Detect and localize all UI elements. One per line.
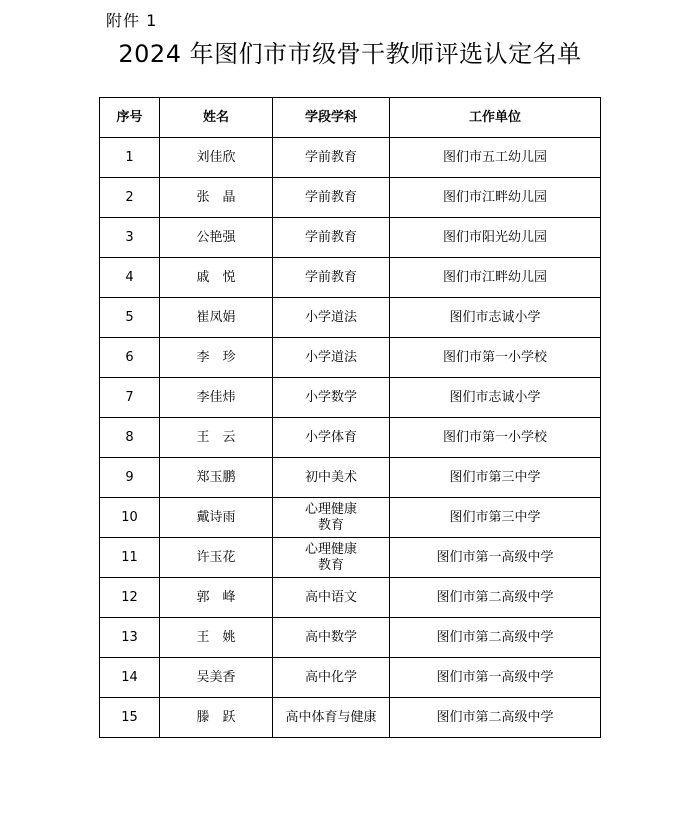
table-row xyxy=(100,578,601,618)
cell-name: 许玉花 xyxy=(160,538,273,578)
table-row xyxy=(100,378,601,418)
cell-number: 11 xyxy=(100,538,160,578)
cell-number: 15 xyxy=(100,698,160,738)
cell-subject: 高中体育与健康 xyxy=(273,698,390,738)
cell-subject: 小学道法 xyxy=(273,338,390,378)
cell-work-unit: 图们市志诚小学 xyxy=(390,298,601,338)
cell-name: 李佳炜 xyxy=(160,378,273,418)
cell-number: 8 xyxy=(100,418,160,458)
cell-subject: 小学数学 xyxy=(273,378,390,418)
cell-subject: 高中化学 xyxy=(273,658,390,698)
cell-number: 13 xyxy=(100,618,160,658)
cell-name: 张 晶 xyxy=(160,178,273,218)
cell-name: 公艳强 xyxy=(160,218,273,258)
cell-work-unit: 图们市第二高级中学 xyxy=(390,618,601,658)
annex-label: 附件 1 xyxy=(106,11,158,30)
table-row xyxy=(100,458,601,498)
cell-subject: 初中美术 xyxy=(273,458,390,498)
cell-subject: 高中语文 xyxy=(273,578,390,618)
cell-name: 吴美香 xyxy=(160,658,273,698)
cell-subject: 高中数学 xyxy=(273,618,390,658)
header-subject: 学段学科 xyxy=(273,98,390,138)
header-number: 序号 xyxy=(100,98,160,138)
table-row xyxy=(100,618,601,658)
table-row xyxy=(100,258,601,298)
cell-number: 4 xyxy=(100,258,160,298)
cell-number: 2 xyxy=(100,178,160,218)
cell-number: 14 xyxy=(100,658,160,698)
cell-number: 1 xyxy=(100,138,160,178)
cell-number: 6 xyxy=(100,338,160,378)
cell-subject: 心理健康 教育 xyxy=(273,538,390,578)
cell-name: 郭 峰 xyxy=(160,578,273,618)
cell-work-unit: 图们市五工幼儿园 xyxy=(390,138,601,178)
cell-work-unit: 图们市阳光幼儿园 xyxy=(390,218,601,258)
table-row xyxy=(100,178,601,218)
table-row xyxy=(100,298,601,338)
cell-number: 9 xyxy=(100,458,160,498)
header-work-unit: 工作单位 xyxy=(390,98,601,138)
table-row xyxy=(100,138,601,178)
cell-work-unit: 图们市第二高级中学 xyxy=(390,698,601,738)
cell-name: 戴诗雨 xyxy=(160,498,273,538)
cell-work-unit: 图们市志诚小学 xyxy=(390,378,601,418)
cell-subject: 心理健康 教育 xyxy=(273,498,390,538)
cell-name: 郑玉鹏 xyxy=(160,458,273,498)
cell-work-unit: 图们市第一小学校 xyxy=(390,338,601,378)
header-name: 姓名 xyxy=(160,98,273,138)
cell-number: 7 xyxy=(100,378,160,418)
cell-number: 3 xyxy=(100,218,160,258)
cell-work-unit: 图们市江畔幼儿园 xyxy=(390,258,601,298)
cell-name: 王 云 xyxy=(160,418,273,458)
cell-number: 10 xyxy=(100,498,160,538)
cell-work-unit: 图们市第三中学 xyxy=(390,458,601,498)
cell-work-unit: 图们市第一高级中学 xyxy=(390,658,601,698)
cell-name: 王 姚 xyxy=(160,618,273,658)
cell-number: 5 xyxy=(100,298,160,338)
cell-work-unit: 图们市第三中学 xyxy=(390,498,601,538)
cell-subject: 小学体育 xyxy=(273,418,390,458)
document-title: 2024 年图们市市级骨干教师评选认定名单 xyxy=(118,40,582,68)
cell-subject: 学前教育 xyxy=(273,138,390,178)
cell-work-unit: 图们市第一小学校 xyxy=(390,418,601,458)
table-row xyxy=(100,418,601,458)
cell-subject: 小学道法 xyxy=(273,298,390,338)
teacher-roster-table xyxy=(99,97,601,738)
cell-work-unit: 图们市江畔幼儿园 xyxy=(390,178,601,218)
table-row xyxy=(100,698,601,738)
cell-number: 12 xyxy=(100,578,160,618)
table-header-row xyxy=(100,98,601,138)
cell-work-unit: 图们市第二高级中学 xyxy=(390,578,601,618)
table-row xyxy=(100,538,601,578)
cell-work-unit: 图们市第一高级中学 xyxy=(390,538,601,578)
cell-subject: 学前教育 xyxy=(273,218,390,258)
cell-name: 滕 跃 xyxy=(160,698,273,738)
cell-name: 李 珍 xyxy=(160,338,273,378)
cell-name: 戚 悦 xyxy=(160,258,273,298)
table-row xyxy=(100,338,601,378)
table-row xyxy=(100,658,601,698)
cell-subject: 学前教育 xyxy=(273,258,390,298)
cell-name: 崔凤娟 xyxy=(160,298,273,338)
table-row xyxy=(100,218,601,258)
table-row xyxy=(100,498,601,538)
cell-name: 刘佳欣 xyxy=(160,138,273,178)
cell-subject: 学前教育 xyxy=(273,178,390,218)
